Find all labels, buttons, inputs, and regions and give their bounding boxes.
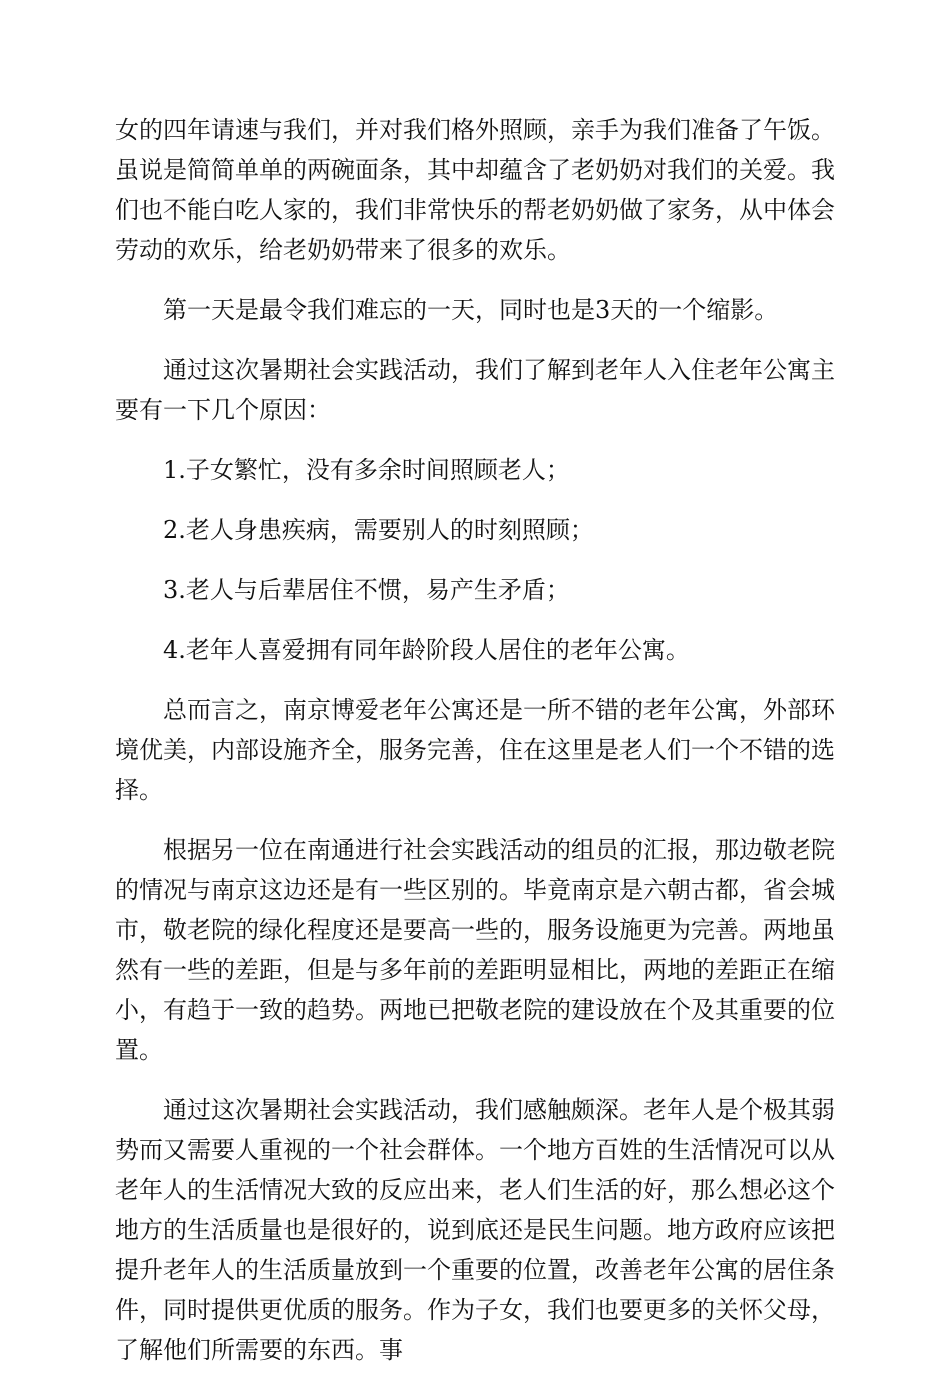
list-item-2: 2.老人身患疾病，需要别人的时刻照顾； xyxy=(163,516,594,544)
paragraph-3: 通过这次暑期社会实践活动，我们了解到老年人入住老年公寓主要有一下几个原因： xyxy=(115,356,835,424)
paragraph-nantong-report: 根据另一位在南通进行社会实践活动的组员的汇报，那边敬老院的情况与南京这边还是有一些区别的。毕竟南京是六朝古都，省会城市，敬老院的绿化程度还是要高一些的，服务设施更为完善。两地虽然有一些的差距，但是与多年前的差距明显相比，两地的差距正在缩小，有趋于一致的趋势。两地已把敬老院的建设放在个及其重要的位置。 xyxy=(115,836,835,1064)
paragraph-2: 第一天是最令我们难忘的一天，同时也是3天的一个缩影。 xyxy=(163,296,779,324)
paragraph-reflection: 通过这次暑期社会实践活动，我们感触颇深。老年人是个极其弱势而又需要人重视的一个社会群体。一个地方百姓的生活情况可以从老年人的生活情况大致的反应出来，老人们生活的好，那么想必这个地方的生活质量也是很好的，说到底还是民生问题。地方政府应该把提升老年人的生活质量放到一个重要的位置，改善老年公寓的居住条件，同时提供更优质的服务。作为子女，我们也要更多的关怀父母，了解他们所需要的东西。事 xyxy=(115,1096,835,1364)
list-item-3: 3.老人与后辈居住不惯，易产生矛盾； xyxy=(163,576,570,604)
paragraph-1: 女的四年请速与我们，并对我们格外照顾，亲手为我们准备了午饭。虽说是简简单单的两碗面条，其中却蕴含了老奶奶对我们的关爱。我们也不能白吃人家的，我们非常快乐的帮老奶奶做了家务，从中体会劳动的欢乐，给老奶奶带来了很多的欢乐。 xyxy=(115,116,835,264)
list-item-4: 4.老年人喜爱拥有同年龄阶段人居住的老年公寓。 xyxy=(163,636,690,664)
paragraph-summary: 总而言之，南京博爱老年公寓还是一所不错的老年公寓，外部环境优美，内部设施齐全，服务完善，住在这里是老人们一个不错的选择。 xyxy=(115,696,835,804)
list-item-1: 1.子女繁忙，没有多余时间照顾老人； xyxy=(163,456,570,484)
document-body xyxy=(115,110,835,1390)
